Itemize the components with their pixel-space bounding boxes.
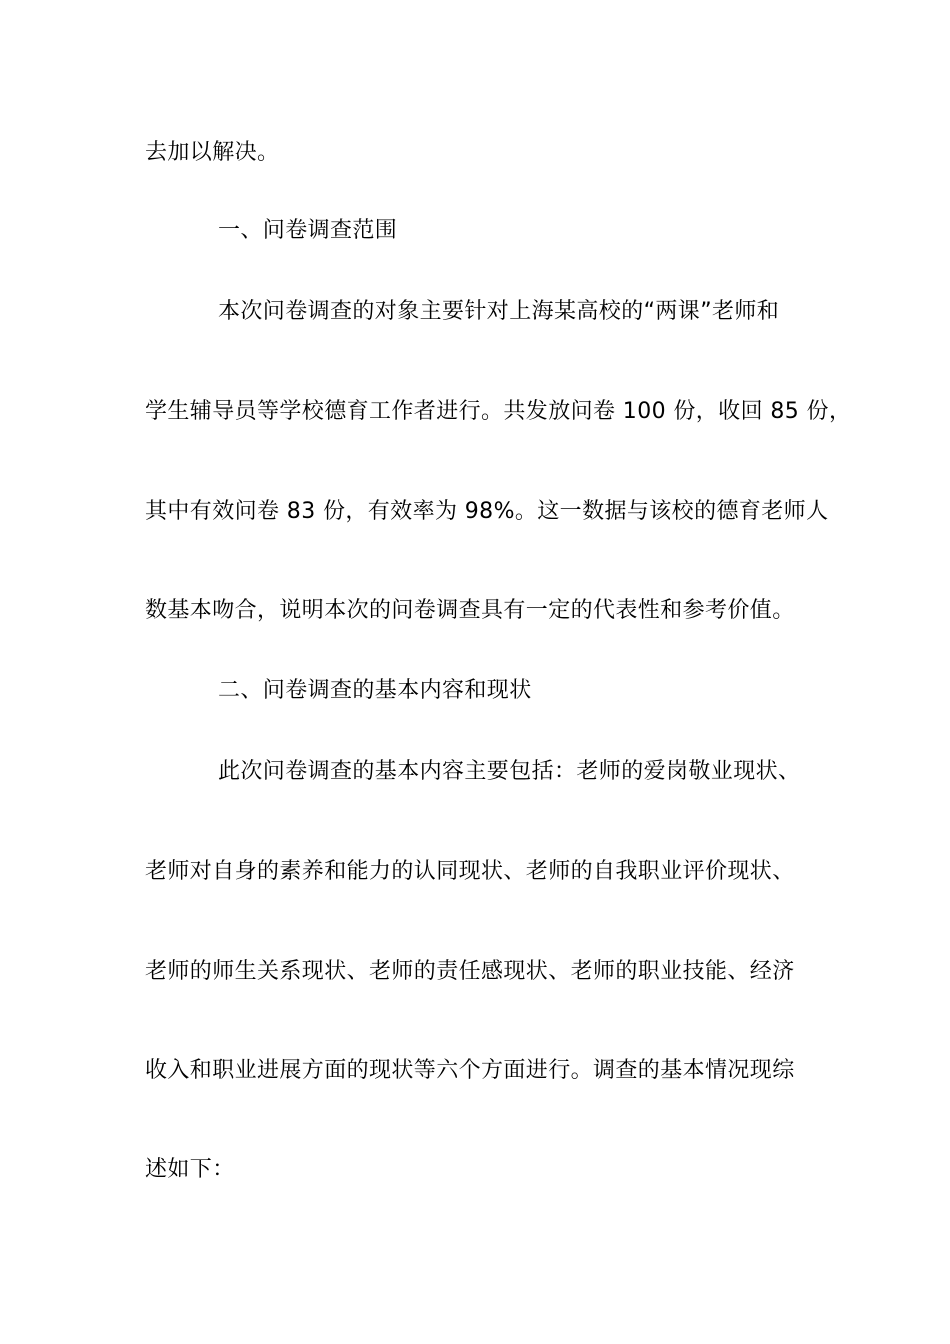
paragraph-line: 本次问卷调查的对象主要针对上海某高校的“两课”老师和 [218,299,780,324]
paragraph-line: 述如下： [145,1157,235,1182]
paragraph-line: 老师的师生关系现状、老师的责任感现状、老师的职业技能、经济 [145,959,795,984]
paragraph-line: 收入和职业进展方面的现状等六个方面进行。调查的基本情况现综 [145,1058,795,1083]
paragraph-line: 老师对自身的素养和能力的认同现状、老师的自我职业评价现状、 [145,859,795,884]
paragraph-line: 其中有效问卷 83 份，有效率为 98%。这一数据与该校的德育老师人 [145,499,829,524]
paragraph-line: 此次问卷调查的基本内容主要包括：老师的爱岗敬业现状、 [218,759,801,784]
paragraph-continuation-line: 去加以解决。 [145,140,280,165]
section-heading-1: 一、问卷调查范围 [218,218,398,243]
paragraph-line: 数基本吻合，说明本次的问卷调查具有一定的代表性和参考价值。 [145,598,795,623]
section-heading-2: 二、问卷调查的基本内容和现状 [218,678,532,703]
paragraph-line: 学生辅导员等学校德育工作者进行。共发放问卷 100 份，收回 85 份， [145,399,852,424]
